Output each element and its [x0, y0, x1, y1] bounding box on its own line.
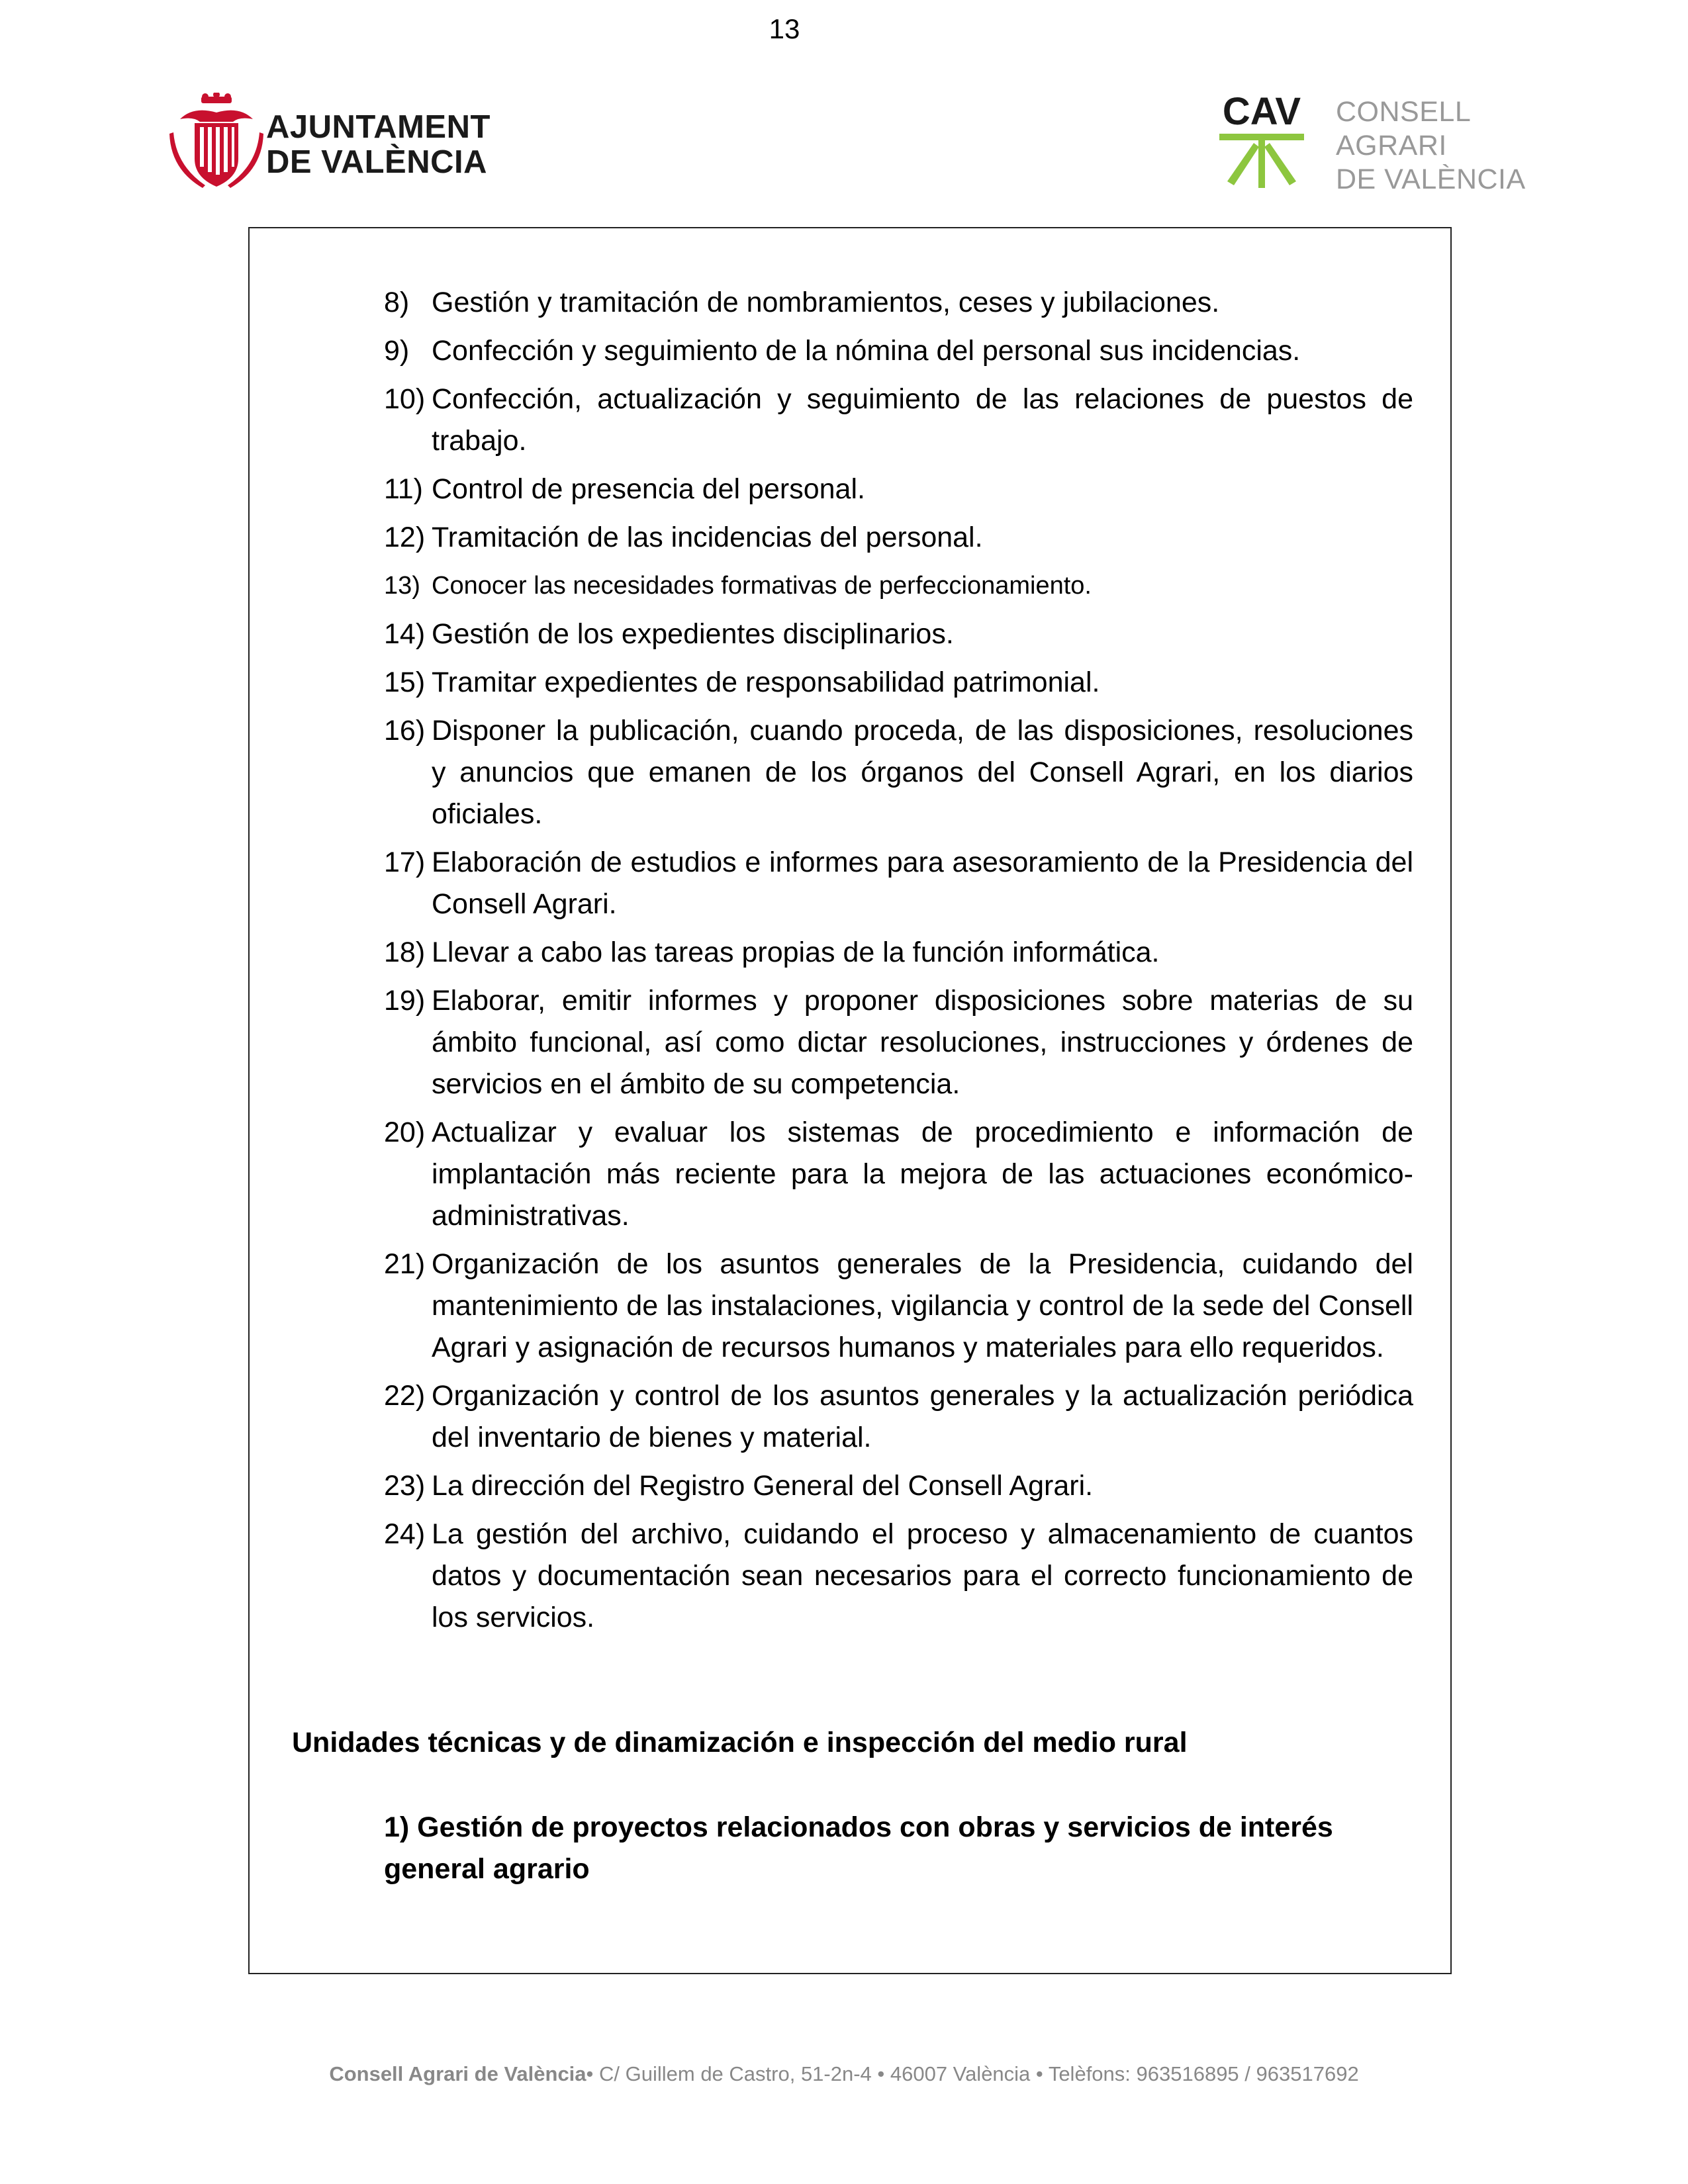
list-item	[384, 517, 1413, 559]
cav-mark-icon	[1215, 93, 1308, 192]
item-number: 21)	[384, 1248, 426, 1280]
cav-logo	[1215, 93, 1533, 195]
item-number: 16)	[384, 715, 426, 747]
footer	[0, 2060, 1688, 2089]
page-number: 13	[769, 13, 800, 44]
svg-text:CAV: CAV	[1222, 93, 1301, 133]
list-item	[384, 932, 1413, 974]
item-text: Elaboración de estudios e informes para asesoramiento de la Presidencia del Consell Agrari.	[432, 846, 1413, 920]
list-item	[384, 710, 1413, 835]
section-heading: Unidades técnicas y de dinamización e inspección del medio rural	[292, 1727, 1188, 1758]
item-number: 17)	[384, 846, 426, 878]
list-item	[384, 614, 1413, 655]
item-number: 14)	[384, 618, 426, 650]
item-text: Tramitación de las incidencias del personal.	[432, 522, 983, 553]
list-item	[384, 1112, 1413, 1237]
list-item	[384, 980, 1413, 1105]
list-item	[384, 469, 1413, 510]
list-item	[384, 662, 1413, 704]
item-number: 18)	[384, 936, 426, 968]
item-number: 20)	[384, 1116, 426, 1148]
item-number: 12)	[384, 522, 426, 553]
ajuntament-logo	[167, 93, 498, 192]
item-number: 23)	[384, 1470, 426, 1502]
list-item	[384, 1514, 1413, 1639]
item-text: Actualizar y evaluar los sistemas de procedimiento e información de implantación más reciente para la mejora de las actuaciones económico-administrativas.	[432, 1116, 1413, 1232]
item-text: Organización y control de los asuntos generales y la actualización periódica del inventario de bienes y material.	[432, 1380, 1413, 1453]
item-number: 9)	[384, 335, 410, 367]
item-text: Control de presencia del personal.	[432, 473, 865, 505]
item-text: La dirección del Registro General del Consell Agrari.	[432, 1470, 1094, 1502]
ajuntament-wordmark: AJUNTAMENT DE VALÈNCIA	[266, 109, 491, 180]
list-item	[384, 1465, 1413, 1507]
list-item	[384, 282, 1413, 324]
item-number: 15)	[384, 666, 426, 698]
item-text: Elaborar, emitir informes y proponer disposiciones sobre materias de su ámbito funcional, así como dictar resoluciones, instrucciones y órdenes de servicios en el ámbito de su competencia.	[432, 985, 1413, 1100]
footer-org: Consell Agrari de València	[329, 2062, 586, 2085]
item-text: Llevar a cabo las tareas propias de la función informática.	[432, 936, 1160, 968]
list-item	[384, 379, 1413, 462]
item-number: 11)	[384, 473, 423, 505]
item-number: 22)	[384, 1380, 426, 1412]
functions-list	[384, 282, 1413, 1645]
footer-address: • C/ Guillem de Castro, 51-2n-4 • 46007 València • Telèfons: 963516895 / 963517692	[586, 2062, 1359, 2085]
item-text: Gestión de los expedientes disciplinarios.	[432, 618, 954, 650]
cav-wordmark: CONSELL AGRARI DE VALÈNCIA	[1336, 96, 1526, 195]
item-text: Confección y seguimiento de la nómina del personal sus incidencias.	[432, 335, 1301, 367]
item-text: Disponer la publicación, cuando proceda, de las disposiciones, resoluciones y anuncios que emanen de los órganos del Consell Agrari, en los diarios oficiales.	[432, 715, 1413, 830]
item-text: Tramitar expedientes de responsabilidad patrimonial.	[432, 666, 1100, 698]
item-number: 24)	[384, 1518, 426, 1550]
item-number: 10)	[384, 383, 426, 415]
valencia-crest-icon	[167, 93, 266, 192]
item-number: 13)	[384, 572, 420, 600]
item-text: Gestión y tramitación de nombramientos, ceses y jubilaciones.	[432, 287, 1220, 318]
list-item	[384, 565, 1413, 607]
item-number: 19)	[384, 985, 426, 1017]
list-item	[384, 1244, 1413, 1369]
sub-heading: 1) Gestión de proyectos relacionados con obras y servicios de interés general agrario	[384, 1811, 1333, 1885]
item-number: 8)	[384, 287, 410, 318]
list-item	[384, 842, 1413, 925]
item-text: La gestión del archivo, cuidando el proceso y almacenamiento de cuantos datos y documentación sean necesarios para el correcto funcionamiento de los servicios.	[432, 1518, 1413, 1633]
item-text: Organización de los asuntos generales de la Presidencia, cuidando del mantenimiento de las instalaciones, vigilancia y control de la sede del Consell Agrari y asignación de recursos humanos y materiales para ello requeridos.	[432, 1248, 1413, 1363]
list-item	[384, 330, 1413, 372]
list-item	[384, 1375, 1413, 1459]
item-text: Confección, actualización y seguimiento de las relaciones de puestos de trabajo.	[432, 383, 1413, 457]
item-text: Conocer las necesidades formativas de perfeccionamiento.	[432, 572, 1092, 600]
